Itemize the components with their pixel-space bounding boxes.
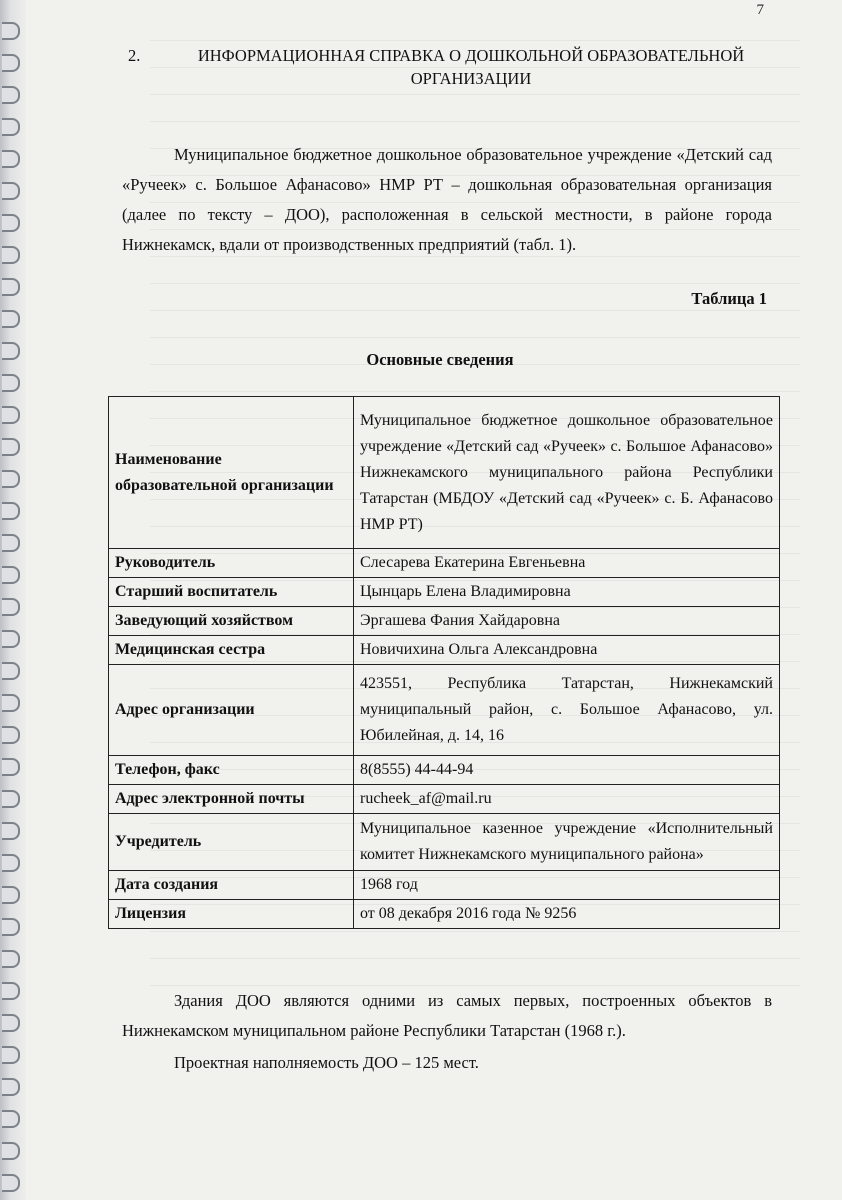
row-value: 1968 год	[354, 871, 780, 900]
table-caption: Таблица 1	[691, 289, 767, 308]
row-label: Адрес организации	[109, 665, 354, 756]
row-label: Телефон, факс	[109, 756, 354, 785]
table-row	[109, 900, 780, 929]
table-title: Основные сведения	[366, 350, 514, 369]
section-title: ИНФОРМАЦИОННАЯ СПРАВКА О ДОШКОЛЬНОЙ ОБРАЗОВАТЕЛЬНОЙ ОРГАНИЗАЦИИ	[197, 46, 745, 88]
table-row	[109, 607, 780, 636]
row-value: Муниципальное бюджетное дошкольное образовательное учреждение «Детский сад «Ручеек» с. Большое Афанасово» Нижнекамского муниципального района Республики Татарстан (МБДОУ «Детский сад «Ручеек» с. Б. Афанасово НМР РТ)	[354, 397, 780, 549]
table-row	[109, 785, 780, 814]
table-row	[109, 871, 780, 900]
row-value: Слесарева Екатерина Евгеньевна	[354, 549, 780, 578]
table-row	[109, 397, 780, 549]
section-number: 2.	[128, 46, 141, 65]
table-row	[109, 756, 780, 785]
page-number: 7	[756, 2, 764, 18]
closing-paragraph: Здания ДОО являются одними из самых первых, построенных объектов в Нижнекамском муниципальном районе Республики Татарстан (1968 г.).	[122, 991, 772, 1040]
table-row	[109, 636, 780, 665]
row-value: Муниципальное казенное учреждение «Исполнительный комитет Нижнекамского муниципального района»	[354, 814, 780, 871]
table-row	[109, 814, 780, 871]
section-heading	[128, 44, 768, 90]
row-label: Дата создания	[109, 871, 354, 900]
row-value: rucheek_af@mail.ru	[354, 785, 780, 814]
row-label: Старший воспитатель	[109, 578, 354, 607]
row-label: Наименование образовательной организации	[109, 397, 354, 549]
row-label: Лицензия	[109, 900, 354, 929]
info-table	[108, 396, 780, 929]
row-label: Руководитель	[109, 549, 354, 578]
intro-paragraph: Муниципальное бюджетное дошкольное образовательное учреждение «Детский сад «Ручеек» с. Большое Афанасово» НМР РТ – дошкольная образовательная организация (далее по тексту – ДОО), расположенная в сельской местности, в районе города Нижнекамск, вдали от производственных предприятий (табл. 1).	[122, 145, 772, 254]
row-label: Учредитель	[109, 814, 354, 871]
row-label: Заведующий хозяйством	[109, 607, 354, 636]
row-value: 423551, Республика Татарстан, Нижнекамский муниципальный район, с. Большое Афанасово, ул. Юбилейная, д. 14, 16	[354, 665, 780, 756]
spiral-binding	[0, 0, 26, 1200]
capacity-line: Проектная наполняемость ДОО – 125 мест.	[174, 1053, 479, 1072]
table-row	[109, 665, 780, 756]
row-value: Цынцарь Елена Владимировна	[354, 578, 780, 607]
table-row	[109, 549, 780, 578]
row-label: Адрес электронной почты	[109, 785, 354, 814]
table-row	[109, 578, 780, 607]
row-value: от 08 декабря 2016 года № 9256	[354, 900, 780, 929]
row-value: 8(8555) 44-44-94	[354, 756, 780, 785]
row-label: Медицинская сестра	[109, 636, 354, 665]
row-value: Новичихина Ольга Александровна	[354, 636, 780, 665]
row-value: Эргашева Фания Хайдаровна	[354, 607, 780, 636]
